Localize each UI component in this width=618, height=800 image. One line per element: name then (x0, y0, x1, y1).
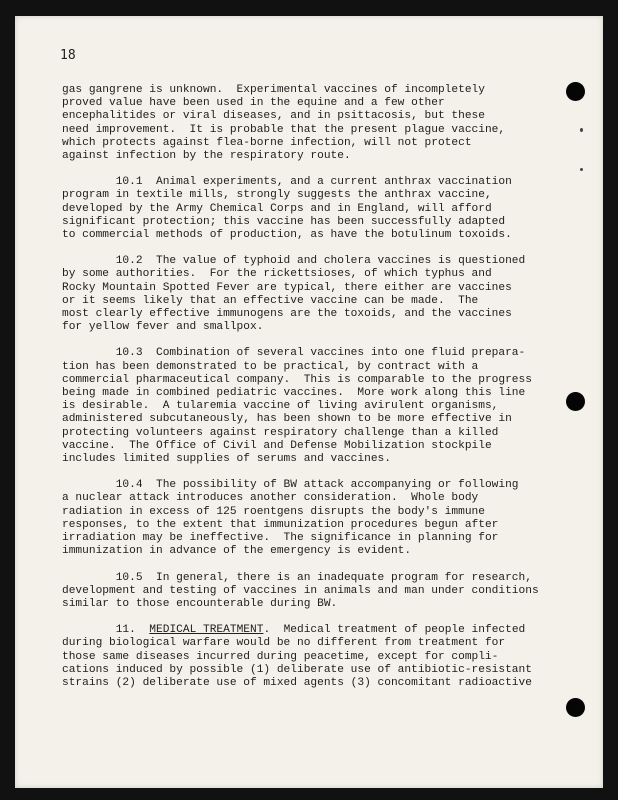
text-line: strains (2) deliberate use of mixed agents (3) concomitant radioactive (62, 676, 532, 689)
text-line: to commercial methods of production, as have the botulinum toxoids. (62, 229, 512, 242)
paragraph (62, 479, 532, 558)
paragraph (62, 176, 532, 242)
text-line: for yellow fever and smallpox. (62, 321, 264, 334)
paragraph (62, 347, 532, 466)
text-line (62, 624, 532, 637)
section-number: 11. (115, 624, 150, 637)
text-line: similar to those encounterable during BW. (62, 597, 338, 610)
text-line: during biological warfare would be no different from treatment for (62, 637, 506, 650)
paragraph (62, 84, 532, 163)
text-line: developed by the Army Chemical Corps and in England, will afford (62, 202, 492, 215)
section-heading: MEDICAL TREATMENT (149, 624, 264, 637)
text-line: which protects against flea-borne infection, will not protect (62, 136, 472, 149)
paragraph (62, 571, 539, 612)
text-line-rest: . Medical treatment of people infected (263, 624, 526, 637)
text-line: protecting volunteers against respiratory challenge than a killed (62, 426, 499, 439)
text-line: cations induced by possible (1) deliberate use of antibiotic-resistant (62, 663, 532, 676)
text-line: responses, to the extent that immunization procedures begun after (62, 518, 499, 531)
paper-speck (580, 128, 583, 132)
text-line: 10.3 Combination of several vaccines into one fluid prepara- (62, 347, 526, 360)
text-line: includes limited supplies of serums and vaccines. (62, 453, 391, 466)
text-line: tion has been demonstrated to be practical, by contract with a (62, 360, 479, 373)
text-line: program in textile mills, strongly suggests the anthrax vaccine, (62, 189, 492, 202)
text-line: most clearly effective immunogens are the toxoids, and the vaccines (62, 308, 512, 321)
text-line: immunization in advance of the emergency is evident. (62, 545, 412, 558)
binder-hole (566, 698, 585, 717)
text-line: 10.2 The value of typhoid and cholera vaccines is questioned (62, 255, 526, 268)
paper-speck (580, 168, 583, 171)
text-line: Rocky Mountain Spotted Fever are typical, there either are vaccines (62, 281, 512, 294)
text-line: 10.5 In general, there is an inadequate program for research, (62, 571, 532, 584)
text-line: development and testing of vaccines in animals and man under conditions (62, 584, 539, 597)
paragraph-medical-treatment (62, 624, 532, 690)
text-line: a nuclear attack introduces another consideration. Whole body (62, 492, 479, 505)
text-line: irradiation may be ineffective. The significance in planning for (62, 532, 499, 545)
text-line: is desirable. A tularemia vaccine of living avirulent organisms, (62, 400, 499, 413)
text-line: significant protection; this vaccine has been successfully adapted (62, 215, 506, 228)
text-line: commercial pharmaceutical company. This is comparable to the progress (62, 373, 532, 386)
binder-hole (566, 82, 585, 101)
text-line: being made in combined pediatric vaccines. More work along this line (62, 387, 526, 400)
text-line: or it seems likely that an effective vaccine can be made. The (62, 294, 479, 307)
text-line: proved value have been used in the equine and a few other (62, 97, 445, 110)
text-line: radiation in excess of 125 roentgens disrupts the body's immune (62, 505, 485, 518)
body-text (62, 84, 539, 690)
text-line: encephalitides or viral diseases, and in psittacosis, but these (62, 110, 485, 123)
text-line: 10.1 Animal experiments, and a current anthrax vaccination (62, 176, 512, 189)
text-line: those same diseases incurred during peacetime, except for compli- (62, 650, 499, 663)
text-line: against infection by the respiratory route. (62, 150, 351, 163)
indent (62, 624, 116, 636)
text-line: need improvement. It is probable that the present plague vaccine, (62, 123, 506, 136)
text-line: administered subcutaneously, has been shown to be more effective in (62, 413, 512, 426)
paragraph (62, 255, 532, 334)
text-line: vaccine. The Office of Civil and Defense Mobilization stockpile (62, 439, 492, 452)
binder-hole (566, 392, 585, 411)
text-line: by some authorities. For the rickettsioses, of which typhus and (62, 268, 492, 281)
text-line: 10.4 The possibility of BW attack accompanying or following (62, 479, 519, 492)
text-line: gas gangrene is unknown. Experimental vaccines of incompletely (62, 84, 485, 96)
page-number: 18 (60, 48, 76, 63)
